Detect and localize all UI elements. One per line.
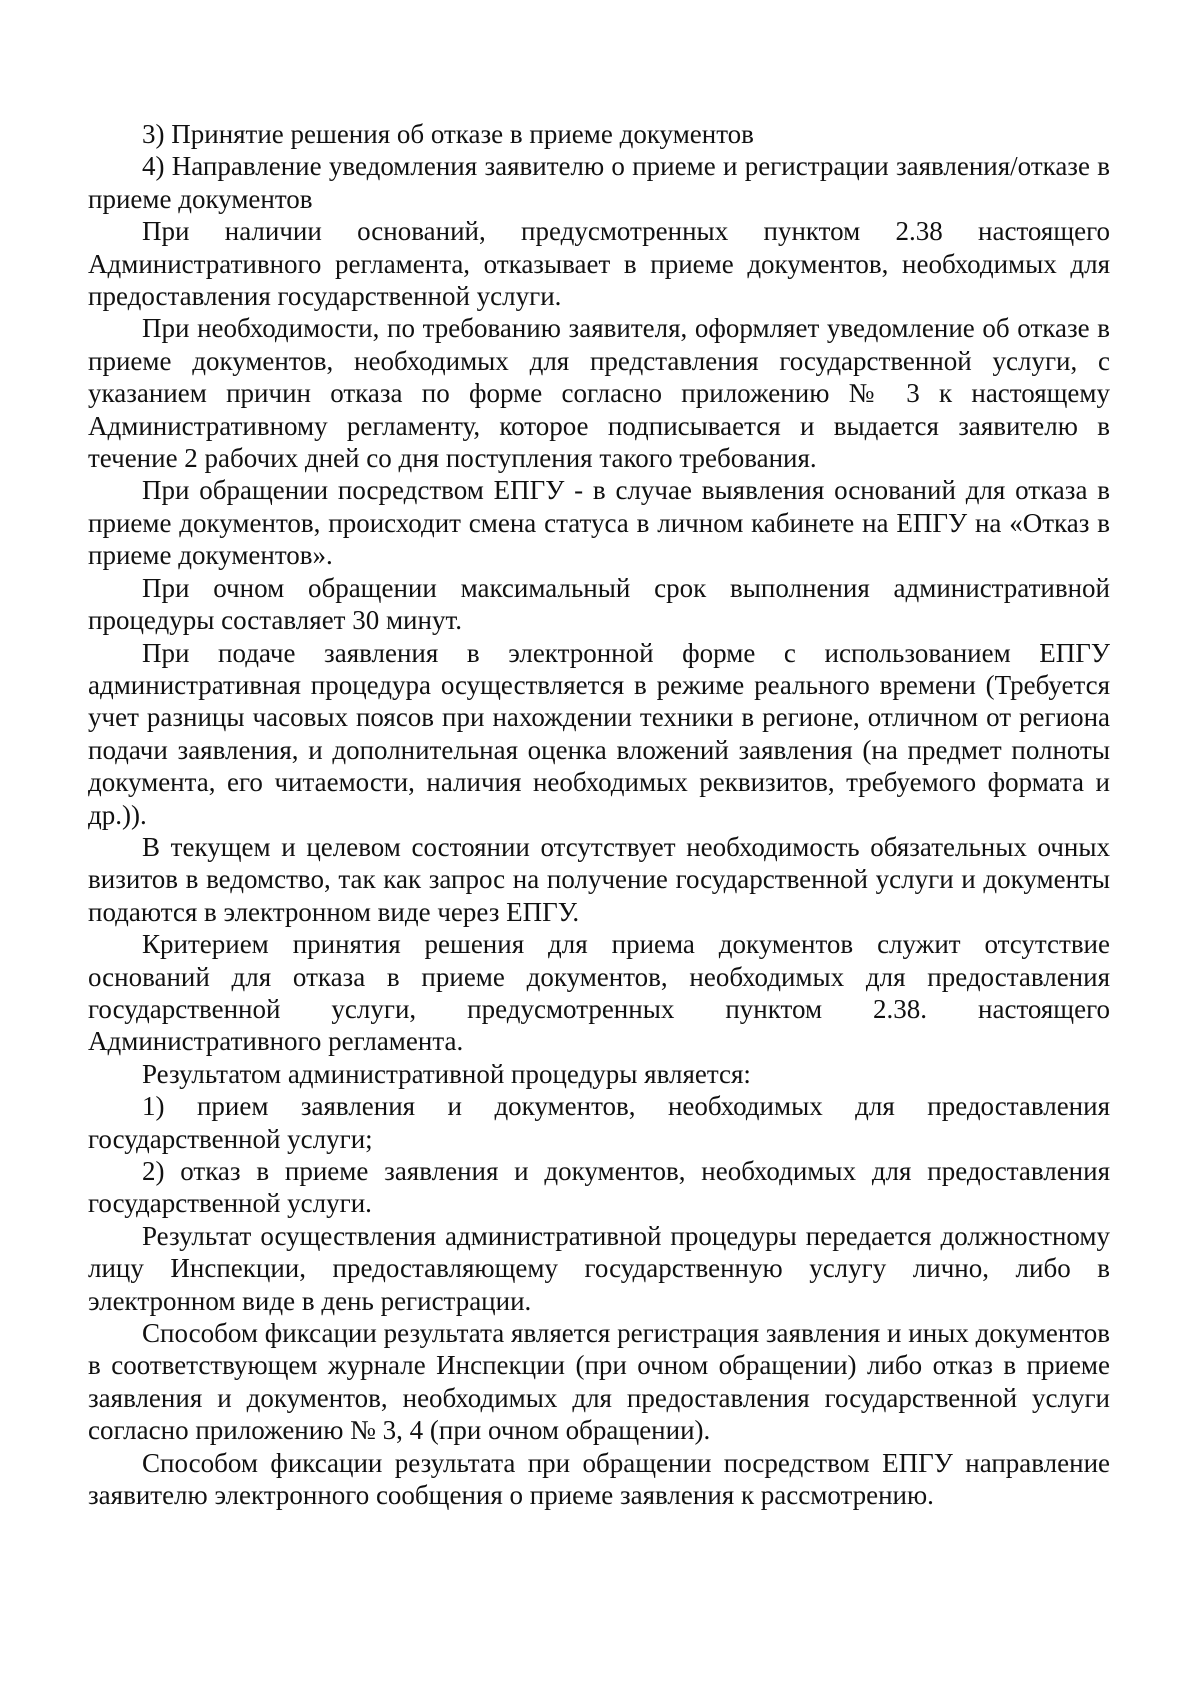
paragraph-fixation-method: Способом фиксации результата является регистрация заявления и иных документов в соответствующем журнале Инспекции (при очном обращении) либо отказ в приеме заявления и документов, необходимых для предоставления государственной услуги согласно приложению № 3, 4 (при очном обращении). — [88, 1318, 1110, 1446]
paragraph-result-2: 2) отказ в приеме заявления и документов, необходимых для предоставления государственной услуги. — [88, 1156, 1110, 1219]
paragraph-step-3: 3) Принятие решения об отказе в приеме документов — [142, 119, 754, 149]
paragraph-epgu-status: При обращении посредством ЕПГУ - в случае выявления оснований для отказа в приеме документов, происходит смена статуса в личном кабинете на ЕПГУ на «Отказ в приеме документов». — [88, 475, 1110, 571]
paragraph-in-person-deadline: При очном обращении максимальный срок выполнения административной процедуры составляет 30 минут. — [88, 572, 1110, 636]
paragraph-no-visits: В текущем и целевом состоянии отсутствует необходимость обязательных очных визитов в ведомство, так как запрос на получение государственной услуги и документы подаются в электронном виде через ЕПГУ. — [88, 831, 1110, 927]
paragraph-result-heading: Результатом административной процедуры является: — [142, 1058, 751, 1089]
paragraph-step-4: 4) Направление уведомления заявителю о приеме и регистрации заявления/отказе в приеме документов — [88, 151, 1110, 214]
paragraph-fixation-epgu: Способом фиксации результата при обращении посредством ЕПГУ направление заявителю электронного сообщения о приеме заявления к рассмотрению. — [88, 1447, 1110, 1511]
paragraph-result-1: 1) прием заявления и документов, необходимых для предоставления государственной услуги; — [88, 1091, 1110, 1154]
paragraph-electronic-submission: При подаче заявления в электронной форме с использованием ЕПГУ административная процедура осуществляется в режиме реального времени (Требуется учет разницы часовых поясов при нахождении техники в регионе, отличном от региона подачи заявления, и дополнительная оценка вложений заявления (на предмет полноты документа, его читаемости, наличия необходимых реквизитов, требуемого формата и др.)). — [88, 637, 1110, 830]
document-page — [88, 118, 1110, 1511]
paragraph-decision-criterion: Критерием принятия решения для приема документов служит отсутствие оснований для отказа в приеме документов, необходимых для предоставления государственной услуги, предусмотренных пунктом 2.38. настоящего Административного регламента. — [88, 929, 1110, 1057]
paragraph-refusal-grounds: При наличии оснований, предусмотренных пунктом 2.38 настоящего Административного регламента, отказывает в приеме документов, необходимых для предоставления государственной услуги. — [88, 216, 1110, 312]
paragraph-result-transfer: Результат осуществления административной процедуры передается должностному лицу Инспекции, предоставляющему государственную услугу лично, либо в электронном виде в день регистрации. — [88, 1220, 1110, 1316]
paragraph-refusal-notice: При необходимости, по требованию заявителя, оформляет уведомление об отказе в приеме документов, необходимых для представления государственной услуги, с указанием причин отказа по форме согласно приложению № 3 к настоящему Административному регламенту, которое подписывается и выдается заявителю в течение 2 рабочих дней со дня поступления такого требования. — [88, 313, 1110, 474]
